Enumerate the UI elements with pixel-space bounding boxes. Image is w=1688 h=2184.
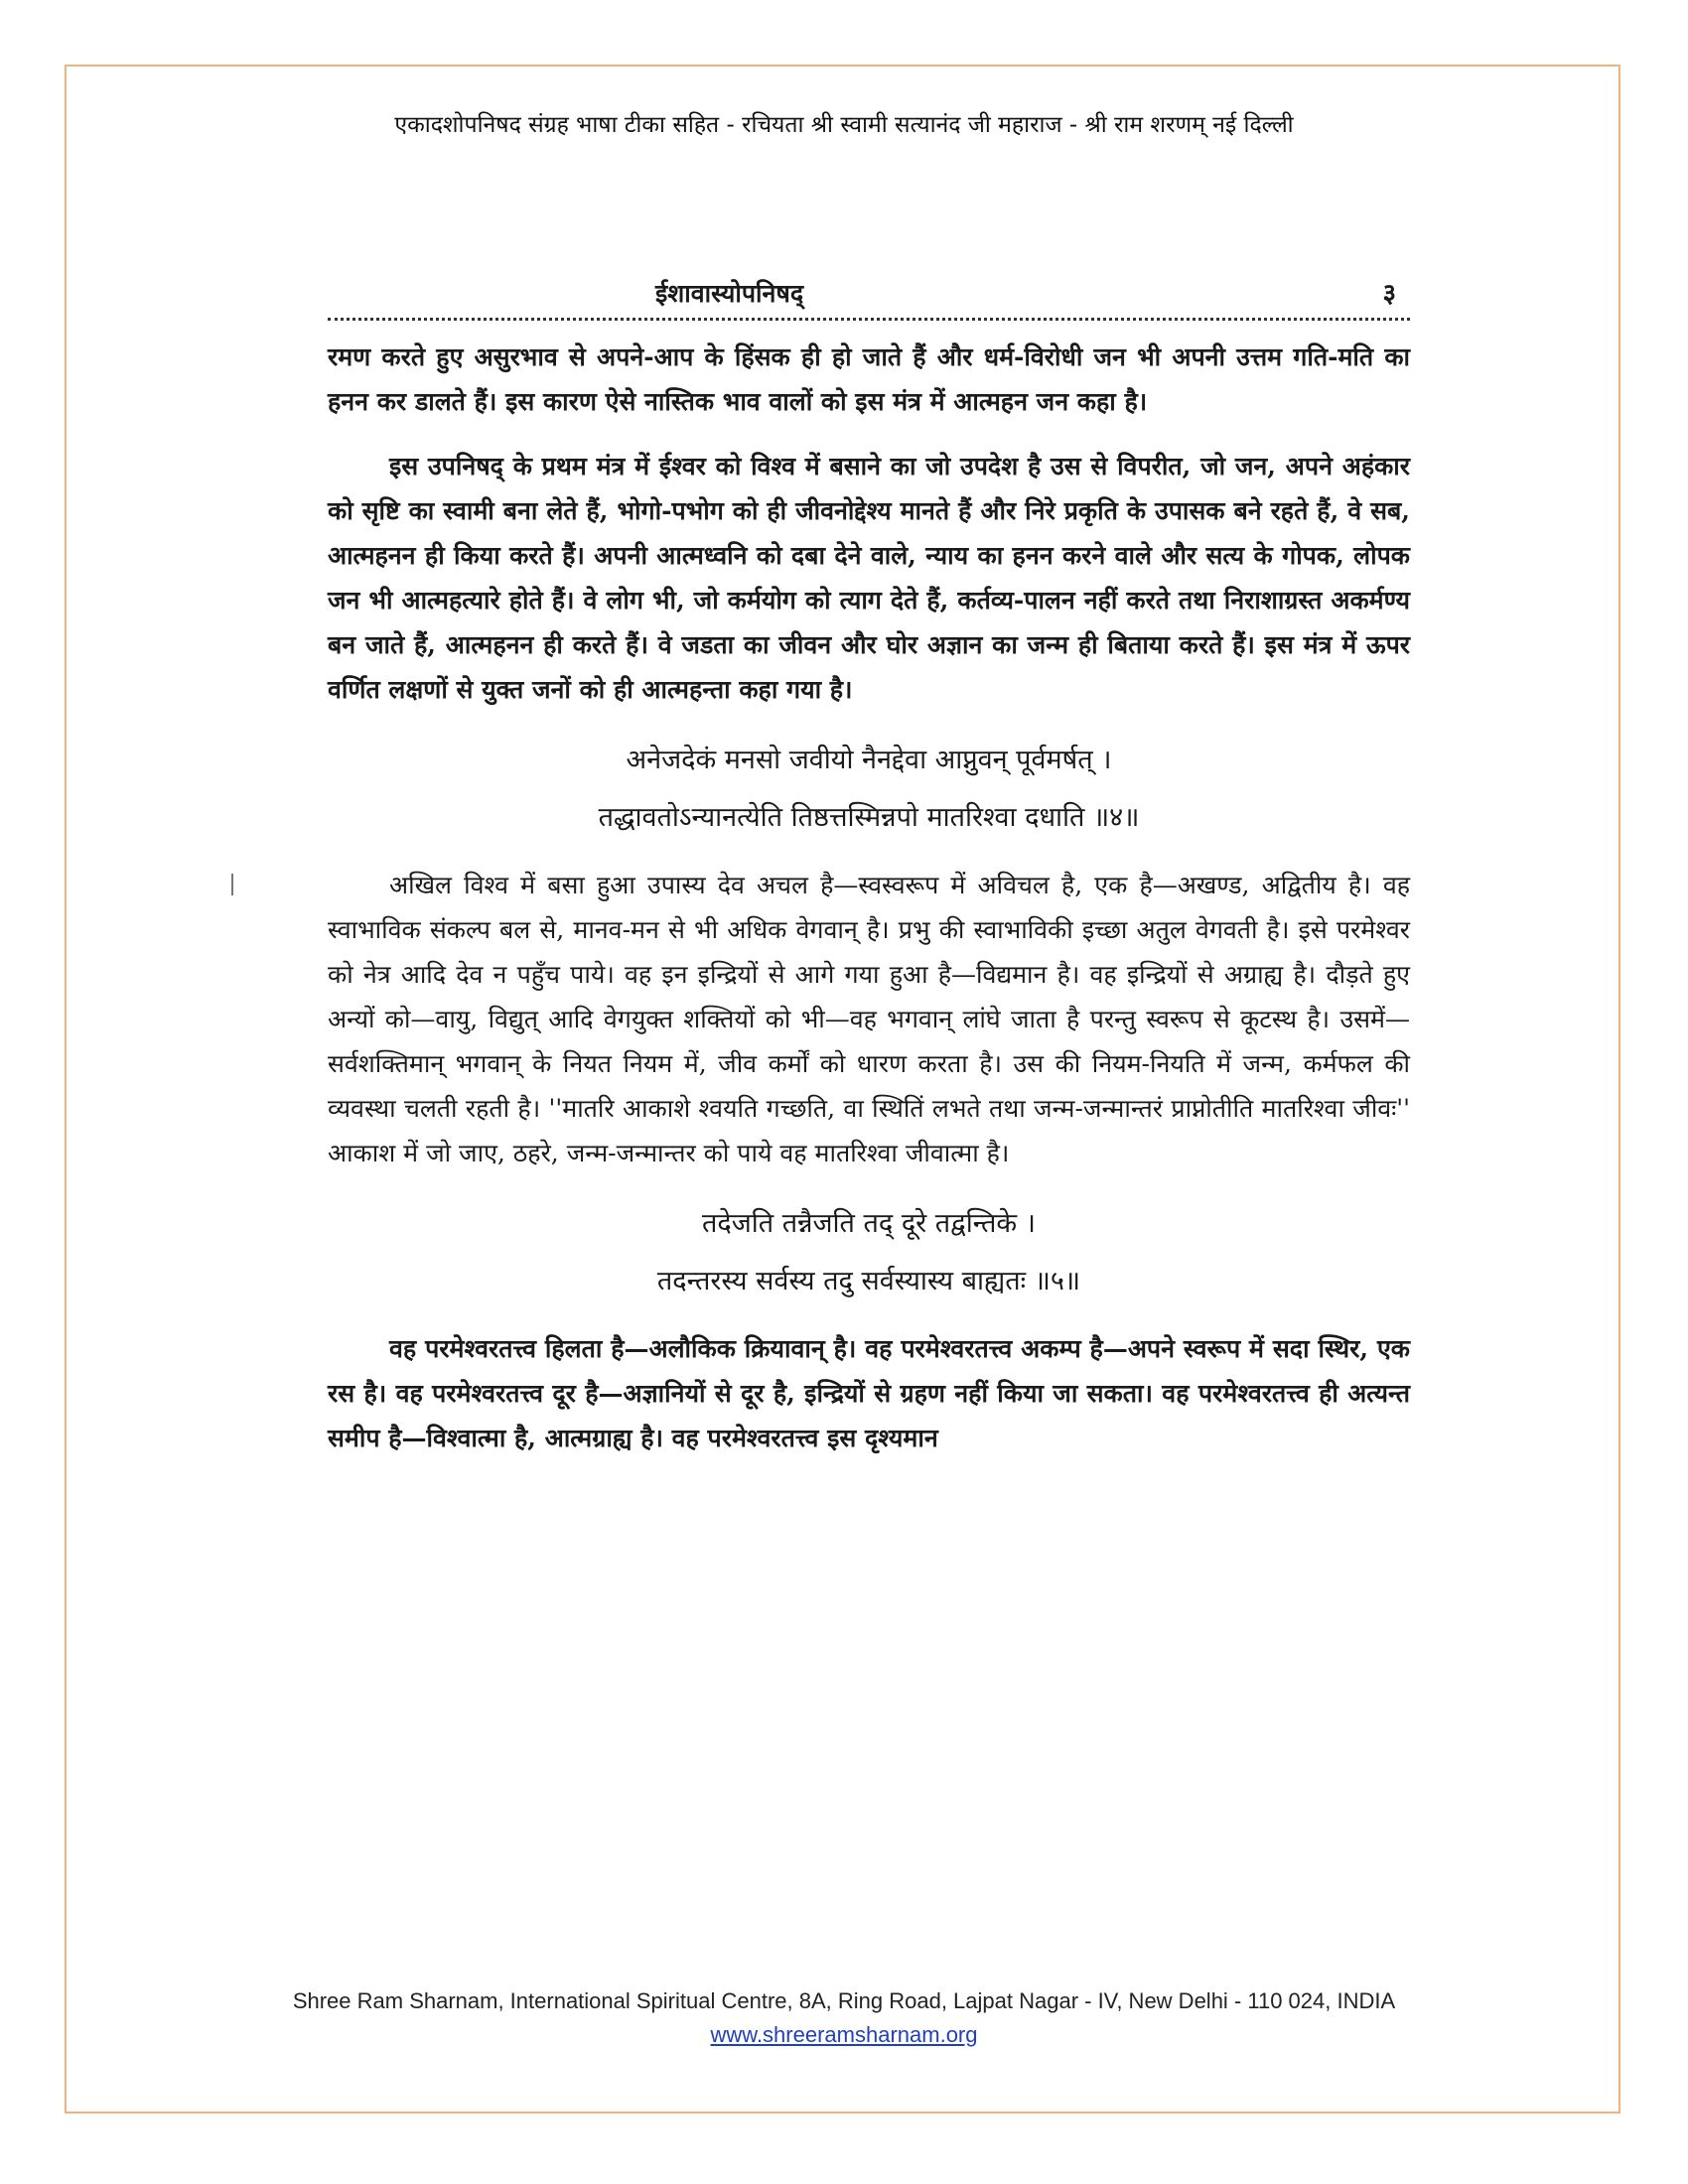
verse-5-line-1: तदेजति तन्नैजति तद् दूरे तद्वन्तिके । xyxy=(702,1208,1036,1239)
verse-5 xyxy=(328,1195,1410,1310)
scanned-page xyxy=(328,268,1410,1480)
footer-address: Shree Ram Sharnam, International Spiritual Centre, 8A, Ring Road, Lajpat Nagar - IV, New Delhi - 110 024, INDIA xyxy=(292,1988,1396,2013)
verse-4-line-1: अनेजदेकं मनसो जवीयो नैनद्देवा आप्नुवन् पूर्वमर्षत् । xyxy=(626,745,1112,775)
commentary-paragraph-1: रमण करते हुए असुरभाव से अपने-आप के हिंसक ही हो जाते हैं और धर्म-विरोधी जन भी अपनी उत्तम गति-मति का हनन कर डालते हैं। इस कारण ऐसे नास्तिक भाव वालों को इस मंत्र में आत्महन जन कहा है। xyxy=(328,342,1410,416)
commentary-paragraph-2: इस उपनिषद् के प्रथम मंत्र में ईश्वर को विश्व में बसाने का जो उपदेश है उस से विपरीत, जो जन, अपने अहंकार को सृष्टि का स्वामी बना लेते हैं, भोगो-पभोग को ही जीवनोद्देश्य मानते हैं और निरे प्रकृति के उपासक बने रहते हैं, वे सब, आत्महनन ही किया करते हैं। अपनी आत्मध्वनि को दबा देने वाले, न्याय का हनन करने वाले और सत्य के गोपक, लोपक जन भी आत्महत्यारे होते हैं। वे लोग भी, जो कर्मयोग को त्याग देते हैं, कर्तव्य-पालन नहीं करते तथा निराशाग्रस्त अकर्मण्य बन जाते हैं, आत्महनन ही करते हैं। वे जडता का जीवन और घोर अज्ञान का जन्म ही बिताया करते हैं। इस मंत्र में ऊपर वर्णित लक्षणों से युक्त जनों को ही आत्महन्ता कहा गया है। xyxy=(328,452,1410,704)
page-header: एकादशोपनिषद संग्रह भाषा टीका सहित - रचियता श्री स्वामी सत्यानंद जी महाराज - श्री राम शरणम् नई दिल्ली xyxy=(394,112,1294,138)
margin-mark xyxy=(231,874,233,895)
verse-4-line-2: तद्धावतोऽन्यानत्येति तिष्ठत्तस्मिन्नपो मातरिश्वा दधाति ॥४॥ xyxy=(598,802,1140,833)
running-head xyxy=(328,268,1410,314)
page-number: ३ xyxy=(1382,279,1396,309)
dotted-rule xyxy=(328,318,1410,321)
commentary-paragraph-3: अखिल विश्व में बसा हुआ उपास्य देव अचल है—स्वस्वरूप में अविचल है, एक है—अखण्ड, अद्वितीय है। वह स्वाभाविक संकल्प बल से, मानव-मन से भी अधिक वेगवान् है। प्रभु की स्वाभाविकी इच्छा अतुल वेगवती है। इसे परमेश्वर को नेत्र आदि देव न पहुँच पाये। वह इन इन्द्रियों से आगे गया हुआ है—विद्यमान है। वह इन्द्रियों से अग्राह्य है। दौड़ते हुए अन्यों को—वायु, विद्युत् आदि वेगयुक्त शक्तियों को भी—वह भगवान् लांघे जाता है परन्तु स्वरूप से कूटस्थ है। उसमें—सर्वशक्तिमान् भगवान् के नियत नियम में, जीव कर्मों को धारण करता है। उस की नियम-नियति में जन्म, कर्मफल की व्यवस्था चलती रहती है। ''मातरि आकाशे श्वयति गच्छति, वा स्थितिं लभते तथा जन्म-जन्मान्तरं प्राप्नोतीति मातरिश्वा जीवः'' आकाश में जो जाए, ठहरे, जन्म-जन्मान्तर को पाये वह मातरिश्वा जीवात्मा है। xyxy=(328,871,1410,1167)
verse-4 xyxy=(328,732,1410,847)
footer-website-link[interactable]: www.shreeramsharnam.org xyxy=(710,2022,978,2047)
running-head-title: ईशावास्योपनिषद् xyxy=(655,279,804,308)
verse-5-line-2: तदन्तरस्य सर्वस्य तदु सर्वस्यास्य बाह्यतः ॥५॥ xyxy=(656,1266,1081,1297)
commentary-paragraph-4: वह परमेश्वरतत्त्व हिलता है—अलौकिक क्रियावान् है। वह परमेश्वरतत्त्व अकम्प है—अपने स्वरूप में सदा स्थिर, एक रस है। वह परमेश्वरतत्त्व दूर है—अज्ञानियों से दूर है, इन्द्रियों से ग्रहण नहीं किया जा सकता। वह परमेश्वरतत्त्व ही अत्यन्त समीप है—विश्वात्मा है, आत्मग्राह्य है। वह परमेश्वरतत्त्व इस दृश्यमान xyxy=(328,1334,1410,1452)
